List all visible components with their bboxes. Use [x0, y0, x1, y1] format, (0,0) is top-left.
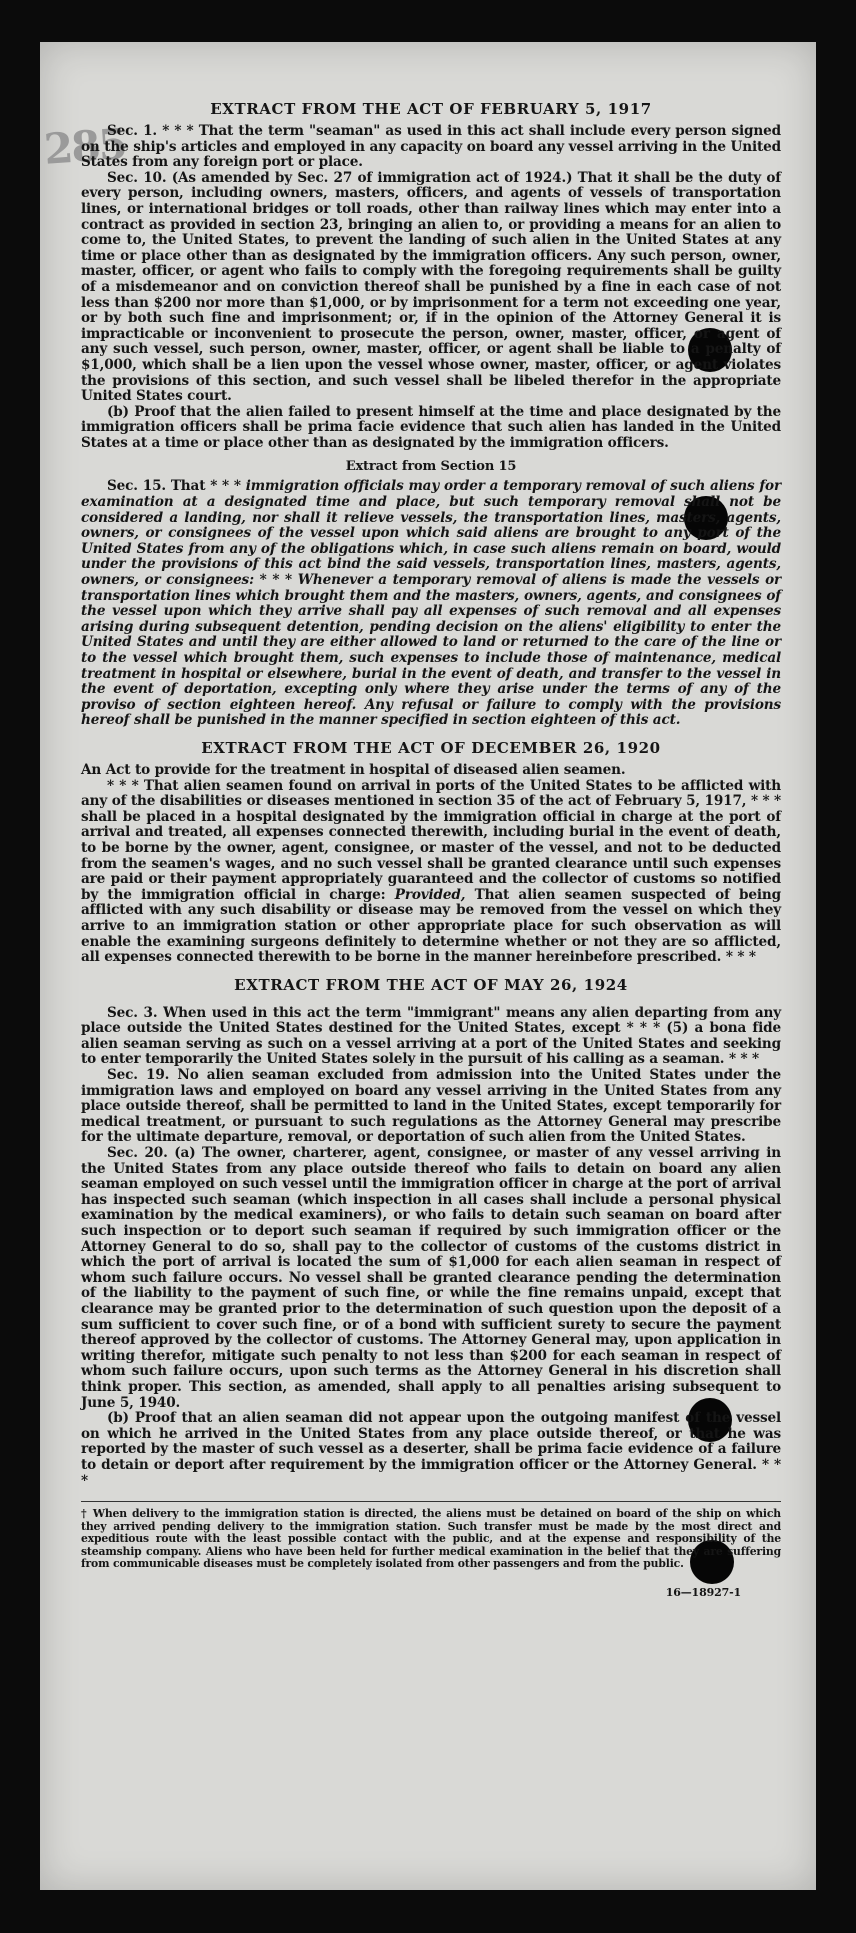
section-10b-text: (b) Proof that the alien failed to present himself at the time and place designated by the immigration officers shall be prima facie evidence that such alien has landed in the United States at a time or place other than as designated by the immigration officers. [81, 403, 781, 451]
section-15-lead: Sec. 15. That * * * [107, 478, 241, 495]
document-page [40, 42, 816, 1890]
act-1920-provided: Provided, [394, 886, 466, 903]
section-15-text [81, 479, 781, 729]
heading-act-feb-1917: EXTRACT FROM THE ACT OF FEBRUARY 5, 1917 [210, 100, 652, 118]
section-19-text: Sec. 19. No alien seaman excluded from admission into the United States under the immigration laws and employed on board any vessel arriving in the United States from any place outside thereof, shall be permitted to land in the United States, except temporarily for medical treatment, or pursuant to such regulations as the Attorney General may prescribe for the ultimate departure, removal, or deportation of such alien from the United States. [81, 1067, 781, 1146]
section-1-text: Sec. 1. * * * That the term "seaman" as used in this act shall include every person signed on the ship's articles and employed in any capacity on board any vessel arriving in the United States from any foreign port or place. [81, 123, 781, 171]
act-1920-title: An Act to provide for the treatment in hospital of diseased alien seamen. [81, 761, 626, 778]
section-20a-text: Sec. 20. (a) The owner, charterer, agent, consignee, or master of any vessel arriving in the United States from any place outside thereof who fails to detain on board any alien seaman employed on such vessel until the immigration officer in charge at the port of arrival has inspected such seaman (which inspection in all cases shall include a personal physical examination by the medical examiners), or who fails to detain such seaman on board after such inspection or to deport such seaman if required by such immigration officer or the Attorney General to do so, shall pay to the collector of customs of the customs district in which the port of arrival is located the sum of $1,000 for each alien seaman in respect of whom such failure occurs. No vessel shall be granted clearance pending the determination of the liability to the payment of such fine, or while the fine remains unpaid, except that clearance may be granted prior to the determination of such question upon the deposit of a sum sufficient to cover such fine, or of a bond with sufficient surety to secure the payment thereof approved by the collector of customs. The Attorney General may, upon application in writing therefor, mitigate such penalty to not less than $200 for each seaman in respect of whom such failure occurs, upon such terms as the Attorney General in his discretion shall think proper. This section, as amended, shall apply to all penalties arising subsequent to June 5, 1940. [81, 1145, 781, 1411]
section-20b-text: (b) Proof that an alien seaman did not appear upon the outgoing manifest of the vessel on which he arrived in the United States from any place outside thereof, or that he was reported by the master of such vessel as a deserter, shall be prima facie evidence of a failure to detain or deport after requirement by the immigration officer or the Attorney General. * * * [81, 1410, 781, 1489]
act-1920-text [81, 779, 781, 966]
section-15-body: immigration officials may order a temporary removal of such aliens for examination at a designated time and place, but such temporary removal shall not be considered a landing, nor shall it relieve vessels, the transportation lines, masters, agents, owners, or consignees of the vessel upon which said aliens are brought to any port of the United States from any of the obligations which, in case such aliens remain on board, would under the provisions of this act bind the said vessels, transportation lines, masters, agents, owners, or consignees: * * * Whenever a temporary removal of aliens is made the vessels or transportation lines which brought them and the masters, owners, agents, and consignees of the vessel upon which they arrive shall pay all expenses of such removal and all expenses arising during subsequent detention, pending decision on the aliens' eligibility to enter the United States and until they are either allowed to land or returned to the care of the line or to the vessel which brought them, such expenses to include those of maintenance, medical treatment in hospital or elsewhere, burial in the event of death, and transfer to the vessel in the event of deportation, excepting only where they arise under the terms of any of the proviso of section eighteen hereof. Any refusal or failure to comply with the provisions hereof shall be punished in the manner specified in section eighteen of this act. [81, 478, 781, 729]
margin-handwritten-number: 285 [42, 119, 128, 174]
section-3-text: Sec. 3. When used in this act the term "immigrant" means any alien departing from any place outside the United States destined for the United States, except * * * (5) a bona fide alien seaman serving as such on a vessel arriving at a port of the United States and seeking to enter temporarily the United States solely in the pursuit of his calling as a seaman. * * * [81, 1004, 781, 1068]
footnote: † When delivery to the immigration station is directed, the aliens must be detained on board of the ship on which they arrived pending delivery to the immigration station. Such transfer must be made by the most direct and expeditious route with the least possible contact with the public, and at the expense and responsibility of the steamship company. Aliens who have been held for further medical examination in the belief that they are suffering from communicable diseases must be completely isolated from other passengers and from the public. [81, 1501, 781, 1571]
heading-section-15: Extract from Section 15 [345, 459, 517, 475]
heading-act-dec-1920: EXTRACT FROM THE ACT OF DECEMBER 26, 1920 [201, 738, 661, 757]
section-10-text: Sec. 10. (As amended by Sec. 27 of immigration act of 1924.) That it shall be the duty of every person, including owners, masters, officers, and agents of vessels of transportation lines, or international bridges or toll roads, other than railway lines which may enter into a contract as provided in section 23, bringing an alien to, or providing a means for an alien to come to, the United States, to prevent the landing of such alien in the United States at any time or place other than as designated by the immigration officers. Any such person, owner, master, officer, or agent who fails to comply with the foregoing requirements shall be guilty of a misdemeanor and on conviction thereof shall be punished by a fine in each case of not less than $200 nor more than $1,000, or by imprisonment for a term not exceeding one year, or by both such fine and imprisonment; or, if in the opinion of the Attorney General it is impracticable or inconvenient to prosecute the person, owner, master, officer, or agent of any such vessel, such person, owner, master, officer, or agent shall be liable to a penalty of $1,000, which shall be a lien upon the vessel whose owner, master, officer, or agent violates the provisions of this section, and such vessel shall be libeled therefor in the appropriate United States court. [81, 169, 781, 405]
act-1920-body-a: * * * That alien seamen found on arrival in ports of the United States to be afflicted with any of the disabilities or diseases mentioned in section 35 of the act of February 5, 1917, * * * shall be placed in a hospital designated by the immigration official in charge at the port of arrival and treated, all expenses connected therewith, including burial in the event of death, to be borne by the owner, agent, consignee, or master of the vessel, and not to be deducted from the seamen's wages, and no such vessel shall be granted clearance until such expenses are paid or their payment appropriately guaranteed and the collector of customs so notified by the immigration official in charge: [81, 777, 781, 903]
act-1920-body-b: That alien seamen suspected of being afflicted with any such disability or disease may be removed from the vessel on which they arrive to an immigration station or other appropriate place for such observation as will enable the examining surgeons definitely to determine whether or not they are so afflicted, all expenses connected therewith to be borne in the manner hereinbefore prescribed. * * * [81, 886, 781, 966]
document-body [81, 100, 781, 1601]
form-number: 16—18927-1 [665, 1586, 741, 1600]
heading-act-may-1924: EXTRACT FROM THE ACT OF MAY 26, 1924 [234, 975, 628, 994]
